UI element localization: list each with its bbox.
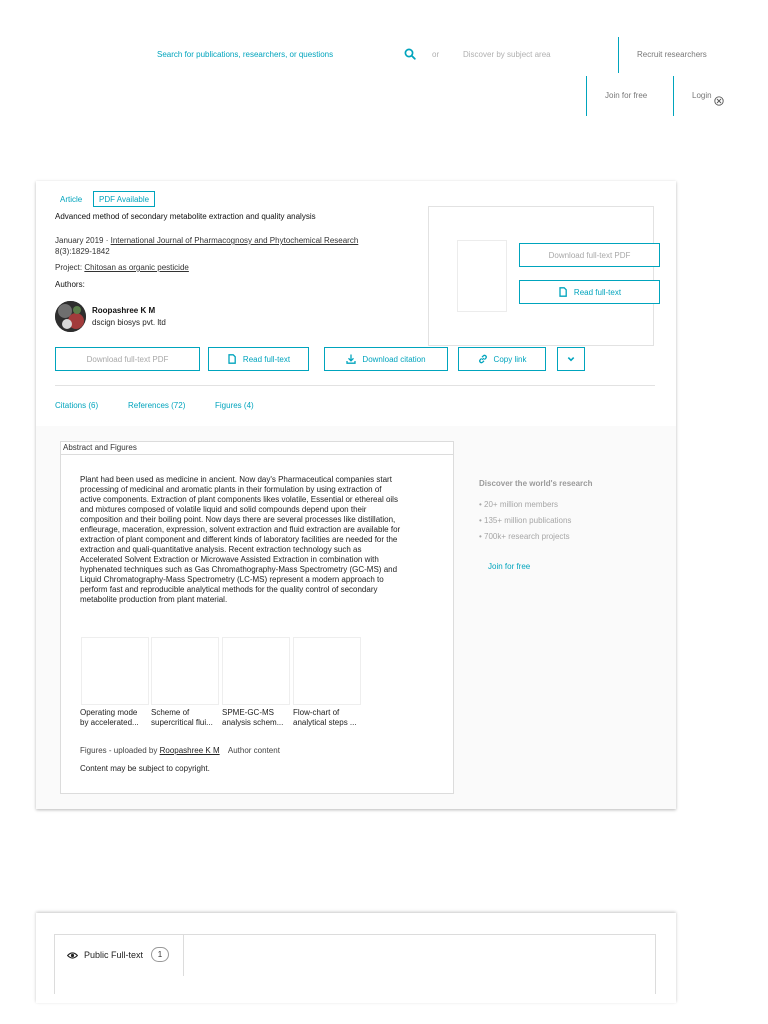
abstract-line: hyphenated techniques such as Gas Chromathography-Mass Spectrometry (GC-MS) and <box>80 565 398 574</box>
promo-list-item-text: 135+ million publications <box>484 516 572 525</box>
search-icon[interactable] <box>404 48 416 60</box>
download-citation-button[interactable] <box>324 347 448 371</box>
download-pdf-label: Download full-text PDF <box>548 250 631 260</box>
download-icon <box>346 354 356 364</box>
promo-list-item: • 135+ million publications <box>479 516 572 525</box>
more-actions-dropdown[interactable] <box>557 347 585 371</box>
download-pdf-button[interactable] <box>55 347 200 371</box>
document-icon <box>227 354 237 364</box>
nav-divider <box>586 76 587 116</box>
fulltext-count-badge: 1 <box>151 947 169 962</box>
promo-list-item-text: 700k+ research projects <box>484 532 570 541</box>
authors-label: Authors: <box>55 280 85 289</box>
abstract-line: extraction and quali-quantitative analysis. Recent extraction technology such as <box>80 545 362 554</box>
recruit-researchers-link[interactable]: Recruit researchers <box>637 50 707 59</box>
figure-thumbnail[interactable] <box>293 637 361 705</box>
fulltext-tabs-panel <box>54 934 656 994</box>
tab-citations[interactable]: Citations (6) <box>55 401 99 410</box>
tab-references[interactable]: References (72) <box>128 401 186 410</box>
copyright-notice: Content may be subject to copyright. <box>80 764 210 773</box>
project-link[interactable]: Chitosan as organic pesticide <box>84 263 189 272</box>
figure-caption[interactable] <box>80 708 150 728</box>
read-fulltext-label: Read full-text <box>573 287 622 297</box>
join-for-free-link[interactable]: Join for free <box>605 91 648 100</box>
login-link[interactable]: Login <box>692 91 712 100</box>
promo-list-item-text: 20+ million members <box>484 500 559 509</box>
page-title: Advanced method of secondary metabolite extraction and quality analysis <box>55 212 316 221</box>
read-fulltext-button[interactable] <box>519 280 660 304</box>
download-pdf-label: Download full-text PDF <box>86 354 169 364</box>
abstract-line: metabolite production from plant material. <box>80 595 228 604</box>
figure-thumbnail[interactable] <box>81 637 149 705</box>
section-divider <box>55 385 655 386</box>
promo-list-item: • 20+ million members <box>479 500 559 509</box>
figure-caption-line: analysis schem... <box>222 718 284 727</box>
figures-uploaded-prefix: Figures - uploaded by <box>80 746 160 755</box>
publication-date: January 2019 · <box>55 236 111 245</box>
abstract-line: active components. Extraction of plant components likes volatile, Essential or ethereal oils <box>80 495 398 504</box>
tab-separator <box>183 934 184 976</box>
abstract-text <box>80 475 438 605</box>
figure-thumbnail[interactable] <box>151 637 219 705</box>
figure-caption[interactable] <box>222 708 292 728</box>
figure-caption[interactable] <box>151 708 221 728</box>
article-type-label: Article <box>60 195 83 204</box>
copy-link-button[interactable] <box>458 347 546 371</box>
tab-public-fulltext[interactable]: Public Full-text <box>84 950 144 960</box>
abstract-heading: Abstract and Figures <box>60 441 454 455</box>
figure-caption-line: supercritical flui... <box>151 718 213 727</box>
abstract-line: extraction of plant component and different kinds of laboratory facilities are needed for the <box>80 535 398 544</box>
abstract-line: and mixtures composed of volatile liquid and solid compounds depend upon their <box>80 505 367 514</box>
link-icon <box>478 354 488 364</box>
figure-caption-line: Scheme of <box>151 708 190 717</box>
copy-link-label: Copy link <box>493 354 527 364</box>
tab-figures[interactable]: Figures (4) <box>215 401 254 410</box>
figure-caption-line: by accelerated... <box>80 718 139 727</box>
figure-thumbnail[interactable] <box>222 637 290 705</box>
abstract-line: Plant had been used as medicine in ancient. Now day's Pharmaceutical companies start <box>80 475 392 484</box>
eye-icon <box>67 951 78 960</box>
publication-info <box>55 236 358 245</box>
document-icon <box>558 287 568 297</box>
search-input[interactable]: Search for publications, researchers, or questions <box>157 50 334 59</box>
figures-upload-info <box>80 746 280 755</box>
uploader-link[interactable]: Roopashree K M <box>159 746 220 755</box>
abstract-line: Accelerated Solvent Extraction or Microwave Assisted Extraction in combination with <box>80 555 379 564</box>
figure-caption-line: analytical steps ... <box>293 718 357 727</box>
publication-volume: 8(3):1829-1842 <box>55 247 110 256</box>
figure-caption-line: Flow-chart of <box>293 708 340 717</box>
nav-divider <box>618 37 619 73</box>
avatar[interactable] <box>55 301 86 332</box>
chevron-down-icon <box>566 354 576 364</box>
abstract-line: enfleurage, maceration, expression, solvent extraction and fluid extraction are available for <box>80 525 401 534</box>
author-institution: dscign biosys pvt. ltd <box>92 318 166 327</box>
close-icon[interactable] <box>714 96 724 106</box>
project-info <box>55 263 189 272</box>
read-fulltext-button[interactable] <box>208 347 309 371</box>
abstract-line: Liquid Chromatography-Mass Spectrometry (LC-MS) represent a modern approach to <box>80 575 384 584</box>
discover-subject-link[interactable]: Discover by subject area <box>463 50 551 59</box>
author-content-badge: Author content <box>227 746 280 755</box>
download-citation-label: Download citation <box>362 354 426 364</box>
download-pdf-button[interactable] <box>519 243 660 267</box>
author-name-link[interactable]: Roopashree K M <box>92 306 156 315</box>
figure-caption[interactable] <box>293 708 363 728</box>
nav-divider <box>673 76 674 116</box>
promo-list-item: • 700k+ research projects <box>479 532 570 541</box>
figure-caption-line: SPME-GC-MS <box>222 708 274 717</box>
figure-caption-line: Operating mode <box>80 708 138 717</box>
abstract-line: processing of medicinal and aromatic plants in their formulation by using extraction of <box>80 485 382 494</box>
project-label: Project: <box>55 263 85 272</box>
abstract-line: perform fast and reproducible analytical methods for the quality control of secondary <box>80 585 378 594</box>
promo-title: Discover the world's research <box>479 479 593 488</box>
abstract-line: composition and their boiling point. Now days there are several processes like distillation, <box>80 515 396 524</box>
nav-or-text: or <box>432 50 440 59</box>
promo-join-link[interactable]: Join for free <box>488 562 531 571</box>
read-fulltext-label: Read full-text <box>242 354 291 364</box>
journal-link[interactable]: International Journal of Pharmacognosy and Phytochemical Research <box>110 236 359 245</box>
fulltext-preview-thumbnail[interactable] <box>457 240 507 312</box>
pdf-available-badge: PDF Available <box>93 191 155 207</box>
